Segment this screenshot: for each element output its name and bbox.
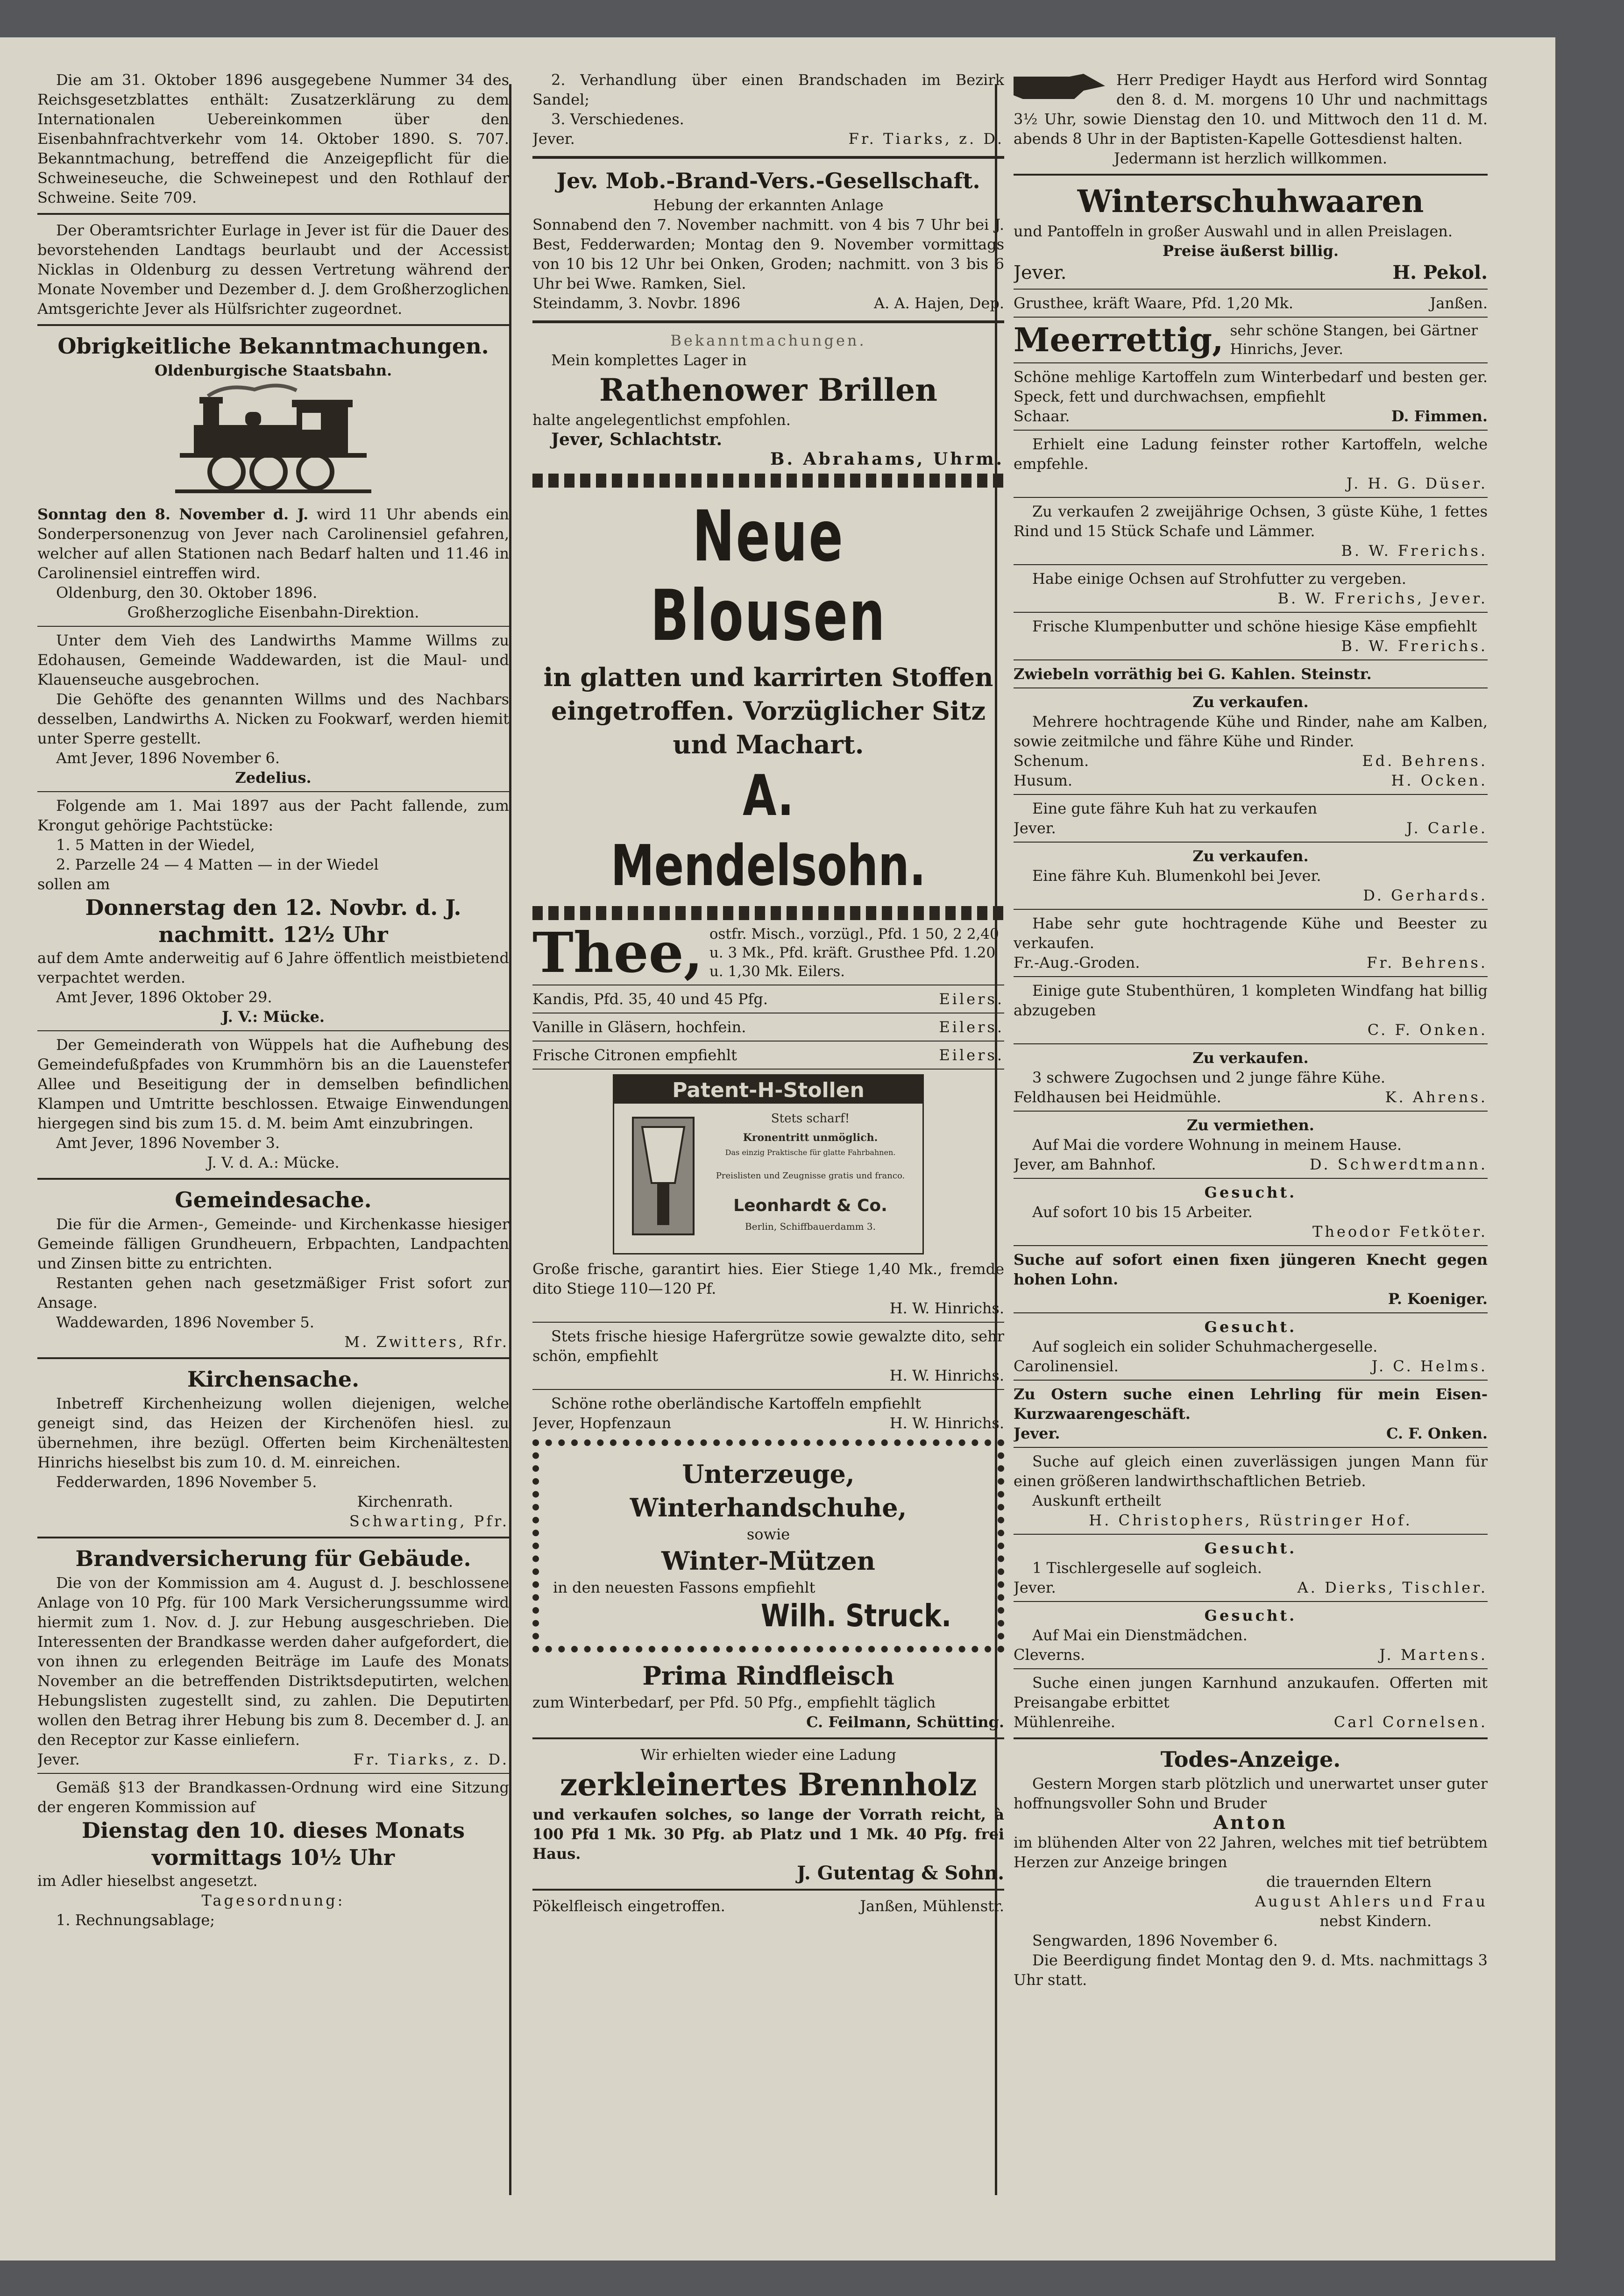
column-3: Herr Prediger Haydt aus Herford wird Sonntag den 8. d. M. morgens 10 Uhr und nachmittags 3½ Uhr, sowie Dienstag den 10. und Mittwoch den 11 d. M. abends 8 Uhr in der Baptisten-Kapelle Gottesdienst halten. Jedermann ist herzlich willkommen. Winterschuhwaaren und Pantoffeln in großer Auswahl und in allen Preislagen. Preise äußerst billig. Jever. H. Pekol. Grusthee, kräft Waare, Pfd. 1,20 Mk. Janßen. Meerrettig, sehr schöne Stangen, bei Gärtner Hinrichs, Jever. Schöne mehlige Kartoffeln zum Winterbedarf und besten ger. Speck, fett und durchwachsen, empfiehlt Schaar. D. Fimmen. Erhielt eine Ladung feinster rother Kartoffeln, welche empfehle. J. H. G. Düser. Zu verkaufen 2 zweijährige Ochsen, 3 güste Kühe, 1 fettes Rind und 15 Stück Schafe und Lämmer. B. W. Frerichs. Habe einige Ochsen auf Strohfutter zu vergeben. B. W. Frerichs, Jever. Frische Klumpenbutter und schöne hiesige Käse empfiehlt B. W. Frerichs. Zwiebeln vorräthig bei G. Kahlen. Steinstr. Zu verkaufen. Mehrere hochtragende Kühe und Rinder, nahe am Kalben, sowie zeitmilche und fähre Kühe und Rinder. Schenum. Ed. Behrens. Husum. H. Ocken. Eine gute fähre Kuh hat zu verkaufen Jever. J. Carle. Zu verkaufen. Eine fähre Kuh. Blumenkohl bei Jever. D. Gerhards. Habe sehr gute hochtragende Kühe und Beester zu verkaufen. Fr.-Aug.-Groden. Fr. Behrens. Einige gute Stubenthüren, 1 kompleten Windfang hat billig abzugeben C. F. Onken. Zu verkaufen. 3 schwere Zugochsen und 2 junge fähre Kühe. Feldhausen bei Heidmühle. K. Ahrens. Zu vermiethen. Auf Mai die vordere Wohnung in meinem Hause. Jever, am Bahnhof. D. Schwerdtmann. Gesucht. Auf sofort 10 bis 15 Arbeiter. Theodor Fetköter. Suche auf sofort einen fixen jüngeren Knecht gegen hohen Lohn. P. Koeniger. Gesucht. Auf sogleich ein solider Schuhmachergeselle. Carolinensiel. J. C. Helms. Zu Ostern suche einen Lehrling für mein Eisen-Kurzwaarengeschäft. Jever. C. F. Onken. Suche auf gleich einen zuverlässigen jungen Mann für einen größeren landwirthschaftlichen Betrieb. Auskunft ertheilt H. Christophers, Rüstringer Hof. Gesucht. 1 Tischlergeselle auf sogleich. Jever. A. Dierks, Tischler. Gesucht. Auf Mai ein Dienstmädchen. Cleverns. J. Martens. Suche einen jungen Karnhund anzukaufen. Offerten mit Preisangabe erbittet Mühlenreihe. Carl Cornelsen. Todes-Anzeige. Gestern Morgen starb plötzlich und unerwartet unser guter hoffnungsvoller Sohn und Bruder Anton im blühenden Alter von 22 Jahren, welches mit tief betrübtem Herzen zur Anzeige bringen die trauernden Eltern August Ahlers und Frau nebst Kindern. Sengwarden, 1896 November 6. Die Beerdigung findet Montag den 9. d. Mts. nachmittags 3 Uhr statt. xyxy=(1014,71,1488,1989)
pacht-date: Donnerstag den 12. Novbr. d. J. xyxy=(85,895,461,920)
obrigkeitliche-heading: Obrigkeitliche Bekanntmachungen. xyxy=(57,333,489,359)
horseshoe-stud-icon xyxy=(633,1118,694,1234)
svg-text:Leonhardt & Co.: Leonhardt & Co. xyxy=(733,1196,887,1215)
patent-stollen-advert xyxy=(613,1074,924,1254)
thee-advert: Thee, ostfr. Misch., vorzügl., Pfd. 1 50, 2 2,40 u. 3 Mk., Pfd. kräft. Grusthee Pfd. 1.20 u. 1,30 Mk. Eilers. xyxy=(532,920,999,985)
pointing-hand-icon xyxy=(1014,72,1107,103)
blousen-heading: Neue Blousen xyxy=(650,496,886,657)
pokelfleisch-advert: Pökelfleisch eingetroffen. xyxy=(532,1897,725,1915)
svg-text:Kronentritt unmöglich.: Kronentritt unmöglich. xyxy=(743,1132,878,1144)
column-2: 2. Verhandlung über einen Brandschaden im Bezirk Sandel; 3. Verschiedenes. Jever. Fr. Tiarks, z. D. Jev. Mob.-Brand-Vers.-Gesellschaft. Hebung der erkannten Anlage Sonnabend den 7. November nachmitt. von 4 bis 7 Uhr bei J. Best, Fedderwarden; Montag den 9. November vormittags von 10 bis 12 Uhr bei Onken, Groden; nachmitt. von 3 bis 6 Uhr bei Wwe. Ramken, Siel. Steindamm, 3. Novbr. 1896 A. A. Hajen, Dep. Bekanntmachungen. Mein komplettes Lager in Rathenower Brillen halte angelegentlichst empfohlen. Jever, Schlachtstr. B. Abrahams, Uhrm. Neue Blousen in glatten und karrirten Stoffen eingetroffen. Vorzüglicher Sitz und Machart. A. Mendelsohn. Thee, ostfr. Misch., vorzügl., Pfd. 1 50, 2 2,40 u. 3 Mk., Pfd. kräft. Grusthee Pfd. 1.20 u. 1,30 Mk. Eilers. Kandis, Pfd. 35, 40 und 45 Pfg. Eilers. Vanille in Gläsern, hochfein. Eilers. Frische Citronen empfiehlt Eilers. Patent-H-Stollen Stets scharf! Kronentritt unmöglich. Das einzig Praktische für glatte Fahrbahnen. Preislisten und Zeugnisse gratis und franco. Leonhardt & Co. Berlin, Schiffbauerdamm 3. Große frische, garantirt hies. Eier Stiege 1,40 Mk., fremde dito Stiege 110—120 Pf. H. W. Hinrichs. Stets frische hiesige Hafergrütze sowie gewalzte dito, sehr schön, empfiehlt H. W. Hinrichs. Schöne rothe oberländische Kartoffeln empfiehlt Jever, Hopfenzaun H. W. Hinrichs. Unterzeuge, Winterhandschuhe, sowie Winter-Mützen in den neuesten Fassons empfiehlt Wilh. Struck. Prima Rindfleisch zum Winterbedarf, per Pfd. 50 Pfg., empfiehlt täglich C. Feilmann, Schütting. Wir erhielten wieder eine Ladung zerkleinertes Brennholz und verkaufen solches, so lange der Vorrath reicht, à 100 Pfd 1 Mk. 30 Pfg. ab Platz und 1 Mk. 40 Pfg. frei Haus. J. Gutentag & Sohn. Pökelfleisch eingetroffen. Janßen, Mühlenstr. xyxy=(532,71,1004,1915)
column-1: Die am 31. Oktober 1896 ausgegebene Nummer 34 des Reichsgesetzblattes enthält: Zusatzerklärung zu dem Internationalen Uebereinkommen über den Eisenbahnfrachtverkehr vom 14. Oktober 1890. S. 707. Bekanntmachung, betreffend die Anzeigepflicht für die Schweineseuche, die Schweinepest und den Rothlauf der Schweine. Seite 709. Der Oberamtsrichter Eurlage in Jever ist für die Dauer des bevorstehenden Landtags beurlaubt und der Accessist Nicklas in Oldenburg zu dessen Vertretung während der Monate November und Dezember d. J. dem Großherzoglichen Amtsgerichte Jever als Hülfsrichter zugeordnet. Obrigkeitliche Bekanntmachungen. Oldenburgische Staatsbahn. Sonntag den 8. November d. J. wird 11 Uhr abends ein Sonderpersonenzug von Jever nach Carolinensiel gefahren, welcher auf allen Stationen nach Bedarf halten und 11.46 in Carolinensiel eintreffen wird. Oldenburg, den 30. Oktober 1896. Großherzogliche Eisenbahn-Direktion. Unter dem Vieh des Landwirths Mamme Willms zu Edohausen, Gemeinde Waddewarden, ist die Maul- und Klauenseuche ausgebrochen. Die Gehöfte des genannten Willms und des Nachbars desselben, Landwirths A. Nicken zu Fookwarf, werden hiemit unter Sperre gestellt. Amt Jever, 1896 November 6. Zedelius. Folgende am 1. Mai 1897 aus der Pacht fallende, zum Krongut gehörige Pachtstücke: 1. 5 Matten in der Wiedel, 2. Parzelle 24 — 4 Matten — in der Wiedel sollen am Donnerstag den 12. Novbr. d. J. nachmitt. 12½ Uhr auf dem Amte anderweitig auf 6 Jahre öffentlich meistbietend verpachtet werden. Amt Jever, 1896 Oktober 29. J. V.: Mücke. Der Gemeinderath von Wüppels hat die Aufhebung des Gemeindefußpfades von Krummhörn bis an die Lauenstefer Allee und Beseitigung der in demselben befindlichen Klampen und Umtritte beschlossen. Etwaige Einwendungen hiergegen sind bis zum 15. d. M. beim Amt einzubringen. Amt Jever, 1896 November 3. J. V. d. A.: Mücke. Gemeindesache. Die für die Armen-, Gemeinde- und Kirchenkasse hiesiger Gemeinde fälligen Grundheuern, Erbpachten, Landpachten und Zinsen bitte zu entrichten. Restanten gehen nach gesetzmäßiger Frist sofort zur Ansage. Waddewarden, 1896 November 5. M. Zwitters, Rfr. Kirchensache. Inbetreff Kirchenheizung wollen diejenigen, welche geneigt sind, das Heizen der Kirchenöfen hiesl. zu übernehmen, ihre bezügl. Offerten beim Kirchenältesten Hinrichs hieselbst bis zum 10. d. M. einreichen. Fedderwarden, 1896 November 5. Kirchenrath. Schwarting, Pfr. Brandversicherung für Gebäude. Die von der Kommission am 4. August d. J. beschlossene Anlage von 10 Pfg. für 100 Mark Versicherungssumme wird hiermit zum 1. Nov. d. J. zur Hebung ausgeschrieben. Die Interessenten der Brandkasse werden daher aufgefordert, die von ihnen zu erlegenden Beiträge im Laufe des Monats November an die betreffenden Distriktsdeputirten, welchen Hebungslisten zugestellt sind, zu zahlen. Die Deputirten wollen den Betrag ihrer Hebung bis zum 8. December d. J. an den Receptor zur Kasse einliefern. Jever. Fr. Tiarks, z. D. Gemäß §13 der Brandkassen-Ordnung wird eine Sitzung der engeren Kommission auf Dienstag den 10. dieses Monats vormittags 10½ Uhr im Adler hieselbst angesetzt. Tagesordnung: 1. Rechnungsablage; xyxy=(37,71,509,1929)
locomotive-icon xyxy=(175,383,371,500)
reichsgesetzblatt-notice: Die am 31. Oktober 1896 ausgegebene Nummer 34 des Reichsgesetzblattes enthält: Zusatzerklärung zu dem Internationalen Uebereinkommen über den Eisenbahnfrachtverkehr vom 14. Oktober 1890. S. 707. Bekanntmachung, betreffend die Anzeigepflicht für die Schweineseuche, die Schweinepest und den Rothlauf der Schweine. Seite 709. xyxy=(37,71,509,206)
todes-anzeige-heading: Todes-Anzeige. xyxy=(1160,1747,1341,1772)
kartoffel-advert: Schöne rothe oberländische Kartoffeln empfiehlt xyxy=(551,1395,922,1412)
mobiliar-versicherung-heading: Jev. Mob.-Brand-Vers.-Gesellschaft. xyxy=(556,168,980,193)
unterzeuge-advert: Unterzeuge, Winterhandschuhe, sowie Winter-Mützen in den neuesten Fassons empfiehlt Wilh. Struck. xyxy=(532,1439,1004,1652)
sitzung-notice: Gemäß §13 der Brandkassen-Ordnung wird eine Sitzung der engeren Kommission auf xyxy=(37,1779,509,1816)
svg-text:Preislisten und Zeugnisse grat: Preislisten und Zeugnisse gratis und franco. xyxy=(716,1171,905,1181)
gemeindesache-heading: Gemeindesache. xyxy=(175,1187,372,1212)
newspaper-page xyxy=(0,37,1555,2261)
pacht-notice: Folgende am 1. Mai 1897 aus der Pacht fallende, zum Krongut gehörige Pachtstücke: xyxy=(37,797,509,834)
rindfleisch-heading: Prima Rindfleisch xyxy=(642,1661,894,1691)
svg-text:Stets scharf!: Stets scharf! xyxy=(771,1112,850,1126)
bahn-notice: 11 Uhr abends ein Sonderpersonenzug von Jever nach Carolinensiel gefahren, welcher auf allen Stationen nach Bedarf halten und 11.46 in Carolinensiel eintreffen wird. xyxy=(37,505,509,582)
struck-signature: Wilh. Struck. xyxy=(761,1598,951,1634)
column-rule xyxy=(509,84,511,2195)
meerrettig-advert: Meerrettig, sehr schöne Stangen, bei Gärtner Hinrichs, Jever. xyxy=(1014,320,1478,359)
mehlige-kartoffeln-advert: Schöne mehlige Kartoffeln zum Winterbedarf und besten ger. Speck, fett und durchwachsen, empfiehlt xyxy=(1014,368,1488,405)
bahn-signature: Großherzogliche Eisenbahn-Direktion. xyxy=(127,603,419,621)
svg-text:Berlin, Schiffbauerdamm 3.: Berlin, Schiffbauerdamm 3. xyxy=(745,1221,876,1232)
urlaub-notice: Der Oberamtsrichter Eurlage in Jever ist für die Dauer des bevorstehenden Landtags beurlaubt und der Accessist Nicklas in Oldenburg zu dessen Vertretung während der Monate November und Dezember d. J. dem Großherzoglichen Amtsgerichte Jever als Hülfsrichter zugeordnet. xyxy=(37,221,509,318)
seuche-notice: Unter dem Vieh des Landwirths Mamme Willms zu Edohausen, Gemeinde Waddewarden, ist die Maul- und Klauenseuche ausgebrochen. xyxy=(37,631,509,688)
prediger-notice: Herr Prediger Haydt aus Herford wird Sonntag den 8. d. M. morgens 10 Uhr und nachmittags 3½ Uhr, sowie Dienstag den 10. und Mittwoch den 11 d. M. abends 8 Uhr in der Baptisten-Kapelle Gottesdienst halten. xyxy=(1014,71,1488,148)
brillen-signature: B. Abrahams, Uhrm. xyxy=(770,449,1004,469)
ornament-border xyxy=(532,906,1004,920)
eier-advert: Große frische, garantirt hies. Eier Stiege 1,40 Mk., fremde dito Stiege 110—120 Pf. xyxy=(532,1260,1004,1297)
wuppels-notice: Der Gemeinderath von Wüppels hat die Aufhebung des Gemeindefußpfades von Krummhörn bis an die Lauenstefer Allee und Beseitigung der in demselben befindlichen Klampen und Umtritte beschlossen. Etwaige Einwendungen hiergegen sind bis zum 15. d. M. beim Amt einzubringen. xyxy=(37,1036,509,1132)
ornament-border xyxy=(532,474,1004,488)
brandversicherung-heading: Brandversicherung für Gebäude. xyxy=(75,1546,471,1571)
hafer-advert: Stets frische hiesige Hafergrütze sowie gewalzte dito, sehr schön, empfiehlt xyxy=(532,1327,1004,1365)
brennholz-heading: zerkleinertes Brennholz xyxy=(560,1766,977,1803)
staatsbahn-heading: Oldenburgische Staatsbahn. xyxy=(154,361,392,379)
svg-text:Das einzig Praktische für glat: Das einzig Praktische für glatte Fahrbahnen. xyxy=(725,1148,896,1157)
deceased-name: Anton xyxy=(1213,1812,1288,1834)
bahn-date: Sonntag den 8. November d. J. xyxy=(37,505,309,523)
mendelsohn-signature: A. Mendelsohn. xyxy=(610,764,926,899)
kirchensache-heading: Kirchensache. xyxy=(187,1367,360,1392)
patent-title: Patent-H-Stollen xyxy=(672,1078,865,1102)
sperre-notice: Die Gehöfte des genannten Willms und des Nachbars desselben, Landwirths A. Nicken zu Fookwarf, werden hiemit unter Sperre gestellt. xyxy=(37,690,509,747)
mobiliar-notice: Sonnabend den 7. November nachmitt. von 4 bis 7 Uhr bei J. Best, Fedderwarden; Montag den 9. November vormittags von 10 bis 12 Uhr bei Onken, Groden; nachmitt. von 3 bis 6 Uhr bei Wwe. Ramken, Siel. xyxy=(532,216,1004,292)
winterschuhwaaren-heading: Winterschuhwaaren xyxy=(1077,183,1424,220)
sitzung-date: Dienstag den 10. dieses Monats xyxy=(81,1818,465,1843)
brillen-heading: Rathenower Brillen xyxy=(599,372,937,408)
